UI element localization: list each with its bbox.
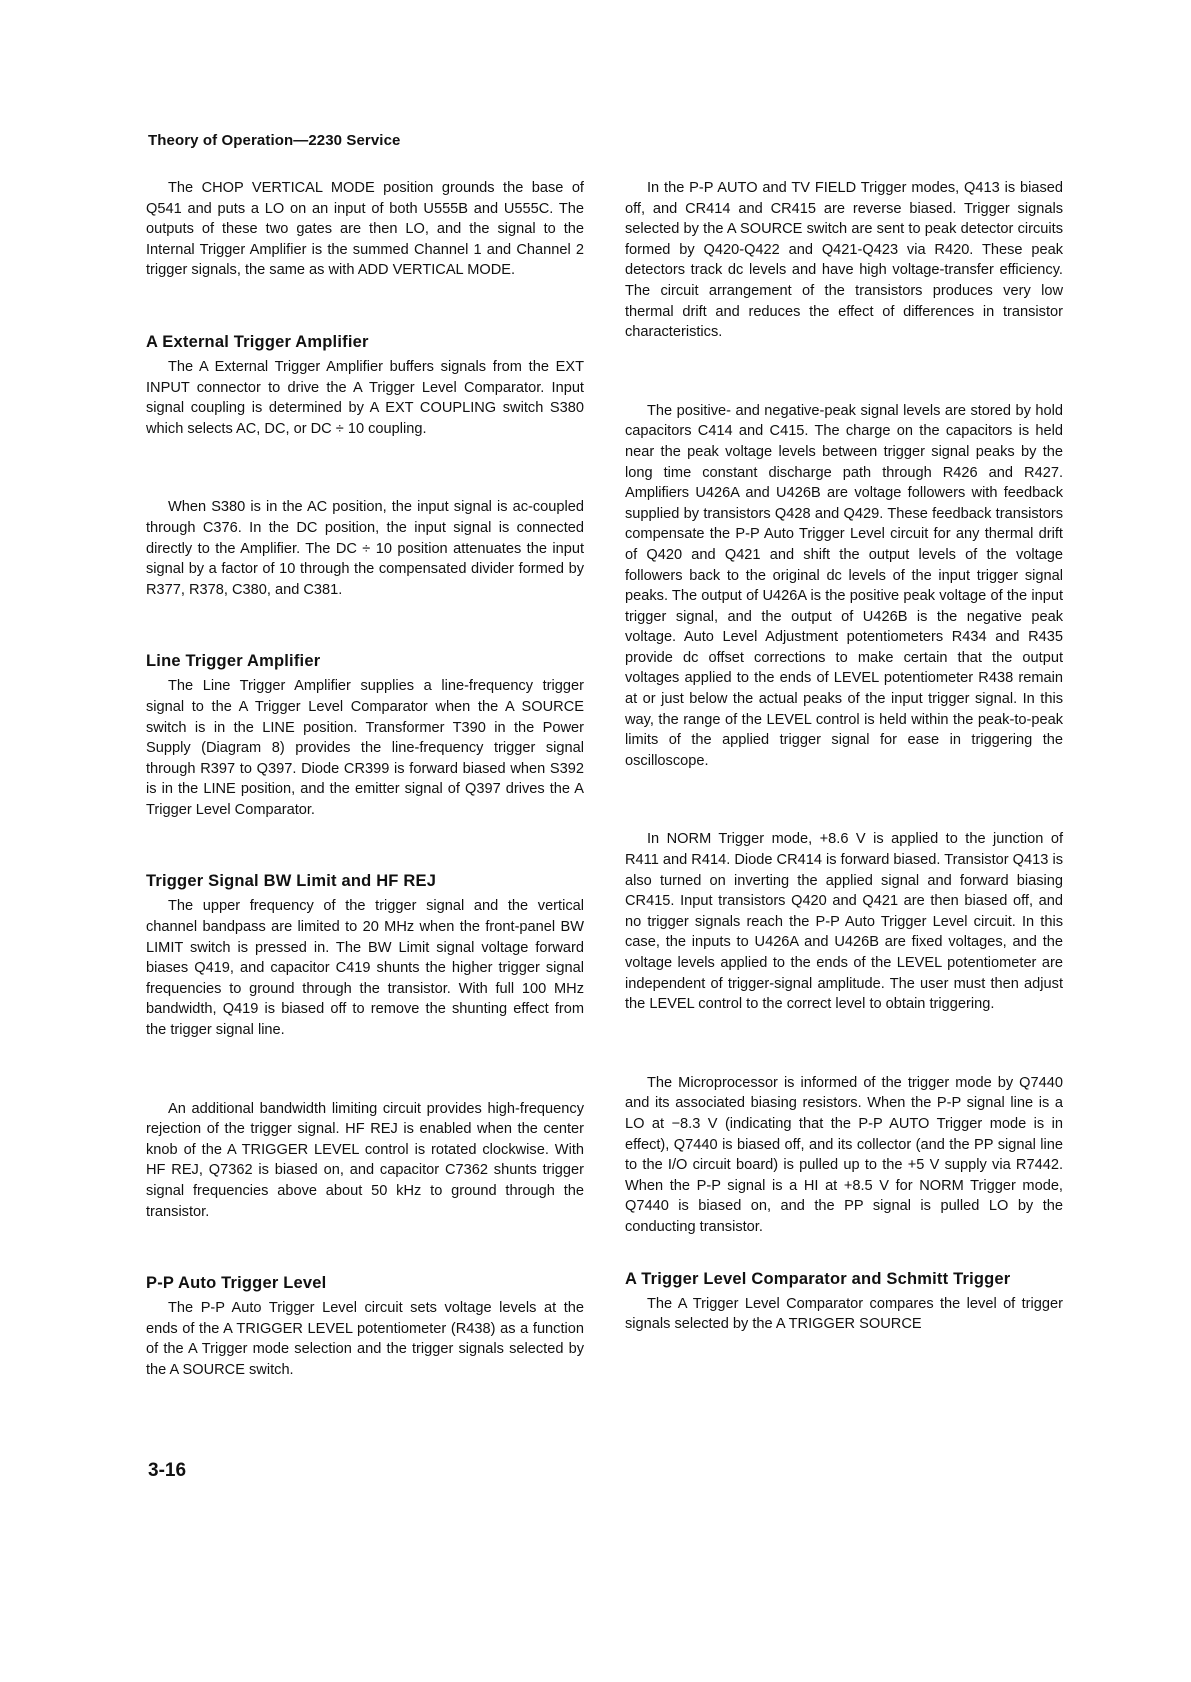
heading-pp-auto-trigger-level: P-P Auto Trigger Level — [146, 1274, 327, 1293]
paragraph-bw-limit: The upper frequency of the trigger signal and the vertical channel bandpass are limited to 20 MHz when the front-panel BW LIMIT switch is pressed in. The BW Limit signal voltage forward biases Q419, and capacitor C419 shunts the higher trigger signal frequencies to ground through the transistor. With full 100 MHz bandwidth, Q419 is biased off to remove the shunting effect from the trigger signal line. — [146, 898, 584, 1039]
paragraph-ext-amplifier: The A External Trigger Amplifier buffers signals from the EXT INPUT connector to drive the A Trigger Level Comparator. Input signal coupling is determined by A EXT COUPLING switch S380 which selects AC, DC, or DC ÷ 10 coupling. — [146, 358, 584, 437]
heading-level-comparator-schmitt: A Trigger Level Comparator and Schmitt Trigger — [625, 1269, 1011, 1288]
page-number: 3-16 — [148, 1460, 187, 1481]
paragraph-norm-mode: In NORM Trigger mode, +8.6 V is applied to the junction of R411 and R414. Diode CR414 is forward biased. Transistor Q413 is also turned on inverting the applied signal and forward biasing CR415. Input transistors Q420 and Q421 are then biased off, and no trigger signals reach the P-P Auto Trigger Level circuit. In this case, the inputs to U426A and U426B are fixed voltages, and the voltage levels applied to the ends of the LEVEL potentiometer are independent of trigger-signal amplitude. The user must then adjust the LEVEL control to the correct level to obtain triggering. — [625, 831, 1063, 1013]
left-column — [146, 178, 584, 1381]
heading-line-trigger-amplifier: Line Trigger Amplifier — [146, 652, 321, 671]
paragraph-hf-rej: An additional bandwidth limiting circuit provides high-frequency rejection of the trigger signal. HF REJ is enabled when the center knob of the A TRIGGER LEVEL control is rotated clockwise. With HF REJ, Q7362 is biased on, and capacitor C7362 shunts trigger signal frequencies above about 50 kHz to ground through the transistor. — [146, 1100, 584, 1220]
paragraph-pp-auto-tv-field: In the P-P AUTO and TV FIELD Trigger modes, Q413 is biased off, and CR414 and CR415 are reverse biased. Trigger signals selected by the A SOURCE switch are sent to peak detector circuits formed by Q420-Q422 and Q421-Q423 via R420. These peak detectors track dc levels and have high voltage-transfer efficiency. The circuit arrangement of the transistors produces very low thermal drift and reduces the effect of differences in transistor characteristics. — [625, 180, 1063, 341]
running-header: Theory of Operation—2230 Service — [148, 132, 401, 149]
paragraph-peak-levels: The positive- and negative-peak signal levels are stored by hold capacitors C414 and C415. The charge on the capacitors is held near the peak voltage levels between trigger signal peaks by the long time constant discharge path through R426 and R427. Amplifiers U426A and U426B are voltage followers with feedback supplied by transistors Q428 and Q429. These feedback transistors compensate the P-P Auto Trigger Level circuit for any thermal drift of Q420 and Q421 and shift the output levels of the voltage followers back to the original dc levels of the input trigger signal peaks. The output of U426A is the positive peak voltage of the input trigger signal, and the output of U426B is the negative peak voltage. Auto Level Adjustment potentiometers R434 and R435 provide dc offset corrections to make certain that the output voltages applied to the ends of LEVEL potentiometer R438 remain at or just below the actual peaks of the input trigger signal. In this way, the range of the LEVEL control is held within the peak-to-peak limits of the applied trigger signal for ease in triggering the oscilloscope. — [625, 402, 1063, 769]
paragraph-level-comparator: The A Trigger Level Comparator compares the level of trigger signals selected by the A TRIGGER SOURCE — [625, 1295, 1063, 1333]
heading-bw-limit-hf-rej: Trigger Signal BW Limit and HF REJ — [146, 872, 437, 891]
right-column — [625, 178, 1063, 1335]
heading-external-trigger-amplifier: A External Trigger Amplifier — [146, 332, 369, 351]
paragraph-s380-coupling: When S380 is in the AC position, the input signal is ac-coupled through C376. In the DC position, the input signal is connected directly to the Amplifier. The DC ÷ 10 position attenuates the input signal by a factor of 10 through the compensated divider formed by R377, R378, C380, and C381. — [146, 499, 584, 598]
paragraph-microprocessor-mode: The Microprocessor is informed of the trigger mode by Q7440 and its associated biasing resistors. When the P-P signal line is a LO at −8.3 V (indicating that the P-P AUTO Trigger mode is in effect), Q7440 is biased off, and its collector (and the PP signal line to the I/O circuit board) is pulled up to the +5 V supply via R7442. When the P-P signal is a HI at +8.5 V for NORM Trigger mode, Q7440 is biased on, and the PP signal is pulled LO by the conducting transistor. — [625, 1074, 1063, 1235]
paragraph-chop-mode: The CHOP VERTICAL MODE position grounds the base of Q541 and puts a LO on an input of both U555B and U555C. The outputs of these two gates are then LO, and the signal to the Internal Trigger Amplifier is the summed Channel 1 and Channel 2 trigger signals, the same as with ADD VERTICAL MODE. — [146, 180, 584, 279]
paragraph-pp-auto-level: The P-P Auto Trigger Level circuit sets voltage levels at the ends of the A TRIGGER LEVEL potentiometer (R438) as a function of the A Trigger mode selection and the trigger signals selected by the A SOURCE switch. — [146, 1300, 584, 1378]
paragraph-line-amplifier: The Line Trigger Amplifier supplies a line-frequency trigger signal to the A Trigger Level Comparator when the A SOURCE switch is in the LINE position. Transformer T390 in the Power Supply (Diagram 8) provides the line-frequency trigger signal through R397 to Q397. Diode CR399 is forward biased when S392 is in the LINE position, and the emitter signal of Q397 drives the A Trigger Level Comparator. — [146, 678, 584, 818]
